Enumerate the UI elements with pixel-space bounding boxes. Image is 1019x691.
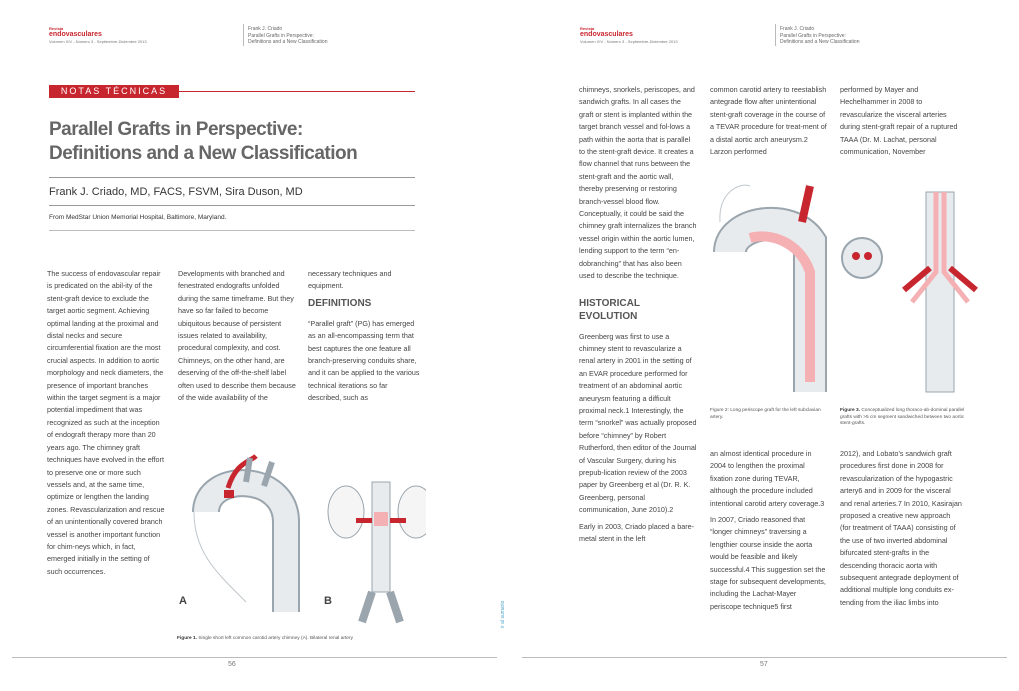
left-column-2 bbox=[178, 268, 296, 408]
figure-2-illustration bbox=[710, 182, 830, 402]
paragraph: Greenberg was first to use a chimney stent to revascularize a renal artery in 2001 in the setting of an EVAR procedure performed for treatment of an abdominal aortic aneurysm featuring a difficult proximal neck.1 Interestingly, the term “snorkel” was actually proposed before “chimney” by Robert Rutherford, then editor of the Journal of Vascular Surgery, during his prepub-lication review of the 2003 paper by Greenberg et al (Dr. R. K. Greenberg, personal communication, June 2010).2 bbox=[579, 331, 697, 515]
left-column-1 bbox=[47, 268, 165, 582]
journal-label: Revista bbox=[49, 26, 64, 31]
right-column-2-top bbox=[710, 84, 828, 162]
running-author: Frank J. Criado bbox=[248, 26, 283, 32]
right-column-2-bottom bbox=[710, 448, 828, 617]
paragraph: Early in 2003, Criado placed a bare-metal stent in the left bbox=[579, 521, 695, 543]
title-line-1: Parallel Grafts in Perspective: bbox=[49, 119, 303, 140]
header-divider bbox=[775, 24, 776, 46]
running-author: Frank J. Criado bbox=[780, 26, 815, 32]
footer-rule-right bbox=[522, 657, 1007, 658]
header-divider bbox=[243, 24, 244, 46]
figure-1b-renal-chimney bbox=[328, 482, 426, 622]
section-tag: NOTAS TÉCNICAS bbox=[49, 85, 179, 98]
paragraph: necessary techniques and equipment. bbox=[308, 269, 392, 291]
journal-brand-right bbox=[580, 26, 678, 44]
journal-issue: Volumen XIV - Número 3 - Septiembre-Diciembre 2013 bbox=[580, 39, 678, 44]
running-title-2: Definitions and a New Classification bbox=[248, 39, 328, 45]
left-page bbox=[0, 0, 509, 691]
authors: Frank J. Criado, MD, FACS, FSVM, Sira Duson, MD bbox=[49, 186, 303, 198]
paragraph: chimneys, snorkels, periscopes, and sandwich grafts. In all cases the graft or stent is implanted within the target branch vessel and fol-lows a path within the aorta that is parallel to the stent-graft device. It creates a flow channel that runs between the stent-graft and the aortic wall, thereby preserving or restoring branch-vessel blood flow. Conceptually, it could be said the chimney graft internalizes the branch vessel origin within the aortic lumen, lending support to the term “en-dobranching” that has also been used to describe the technique. bbox=[579, 85, 697, 281]
paragraph: performed by Mayer and Hechelhammer in 2008 to revascularize the visceral arteries during stent-graft repair of a ruptured TAAA (Dr. M. Lachat, personal communication, November bbox=[840, 85, 958, 157]
running-title-1: Parallel Grafts in Perspective: bbox=[248, 32, 314, 39]
running-title-1: Parallel Grafts in Perspective: bbox=[780, 32, 846, 39]
paragraph: “Parallel graft” (PG) has emerged as an all-encompassing term that best captures the one feature all branch-preserving conduits share, and it can be applied to the various technical iterations so far described, such as bbox=[308, 318, 420, 403]
authors-rule bbox=[49, 205, 415, 206]
affiliation: From MedStar Union Memorial Hospital, Baltimore, Maryland. bbox=[49, 214, 227, 221]
figure-1-illustration bbox=[176, 452, 426, 628]
page-number-left: 56 bbox=[228, 661, 236, 668]
section-heading-historical: HISTORICAL EVOLUTION bbox=[579, 297, 640, 322]
paragraph: 2012), and Lobato’s sandwich graft procedures first done in 2008 for revascularization of the hypogastric artery6 and in 2009 for the visceral and renal arteries.7 In 2010, Kasirajan proposed a creative new approach (for treatment of TAAA) consisting of the use of two inverted abdominal bifurcated stent-grafts in the descending thoracic aorta with subsequent antegrade deployment of additional multiple long conduits ex-tending from the iliac limbs into bbox=[840, 449, 962, 607]
page-number-right: 57 bbox=[760, 661, 768, 668]
running-head-right bbox=[780, 26, 859, 46]
journal-issue: Volumen XIV - Número 3 - Septiembre-Diciembre 2013 bbox=[49, 39, 147, 44]
affiliation-rule bbox=[49, 230, 415, 231]
paragraph: Developments with branched and fenestrated endografts unfolded during the same timeframe. But they have so far failed to become ubiquitous because of persistent issues related to availability, procedural complexity, and cost. Chimneys, on the other hand, are deserving of the off-the-shelf label often used to describe them because of the wide availability of the bbox=[178, 269, 296, 403]
title-rule bbox=[49, 177, 415, 178]
journal-name: endovasculares bbox=[580, 31, 633, 38]
paragraph: The success of endovascular repair is predicated on the abil-ity of the stent-graft device to exclude the target aortic segment. Achieving optimal landing at the proximal and distal necks and secure circumferential fixation are the most crucial aspects. In addition to aortic morphology and neck diameters, the presence of important branches within the target segment is a major potential impediment that was recognized as such at the inception of endograft therapy more than 20 years ago. The chimney graft techniques have evolved in the effort to preserve one or more such vessels and, at the same time, optimize or lengthen the landing zones. Revascularization and rescue of an unintentionally covered branch vessel is another important function for chim-neys which, in fact, emerged initially in the setting of such occurrences. bbox=[47, 269, 165, 576]
figure-3-caption-text: Conceptualized long thoraco-ab-dominal parallel grafts with >5 cm segment sandwiched between two aortic stent-grafts. bbox=[840, 408, 965, 426]
right-column-1 bbox=[579, 84, 697, 549]
figure-1-caption-label: Figure 1. bbox=[177, 636, 197, 641]
figure-1-caption bbox=[177, 636, 427, 643]
journal-label: Revista bbox=[580, 26, 595, 31]
figure-1-caption-text: Single short left common carotid artery chimney (A). Bilateral renal artery bbox=[198, 636, 353, 641]
footer-rule-left bbox=[12, 657, 497, 658]
figure-3-caption bbox=[840, 408, 965, 428]
figure-2-caption: Figure 2: Long periscope graft for the left subclavian artery. bbox=[710, 408, 821, 420]
journal-name: endovasculares bbox=[49, 31, 102, 38]
section-heading-definitions: DEFINITIONS bbox=[308, 297, 372, 309]
figure-3-illustration bbox=[840, 182, 990, 402]
right-page bbox=[510, 0, 1019, 691]
figure-1a-aortic-arch bbox=[194, 456, 286, 612]
paragraph: an almost identical procedure in 2004 to lengthen the proximal fixation zone during TEVAR, although the procedure included intentional carotid artery coverage.3 bbox=[710, 449, 825, 508]
running-head-left bbox=[248, 26, 327, 46]
section-rule bbox=[179, 91, 415, 92]
go-to-contents-link[interactable]: ir al sumario bbox=[500, 600, 506, 628]
running-title-2: Definitions and a New Classification bbox=[780, 39, 860, 45]
paragraph: common carotid artery to reestablish antegrade flow after unintentional stent-graft coverage in the course of a TEVAR procedure for treat-ment of a distal aortic arch aneurysm.2 Larzon performed bbox=[710, 85, 827, 157]
right-column-3-bottom bbox=[840, 448, 962, 613]
journal-brand-left bbox=[49, 26, 147, 44]
figure-3-caption-label: Figure 3. bbox=[840, 408, 860, 413]
title-line-2: Definitions and a New Classification bbox=[49, 143, 358, 164]
article-title bbox=[49, 118, 429, 166]
figure-1-label-b: B bbox=[324, 595, 332, 607]
left-column-3 bbox=[308, 268, 420, 409]
right-column-3-top bbox=[840, 84, 960, 162]
figure-1-label-a: A bbox=[179, 595, 187, 607]
paragraph: In 2007, Criado reasoned that “longer chimneys” traversing a lengthier course inside the aorta would be feasible and likely successful.4 This suggestion set the stage for subsequent developments, including the Lachat-Mayer periscope technique5 first bbox=[710, 515, 826, 611]
